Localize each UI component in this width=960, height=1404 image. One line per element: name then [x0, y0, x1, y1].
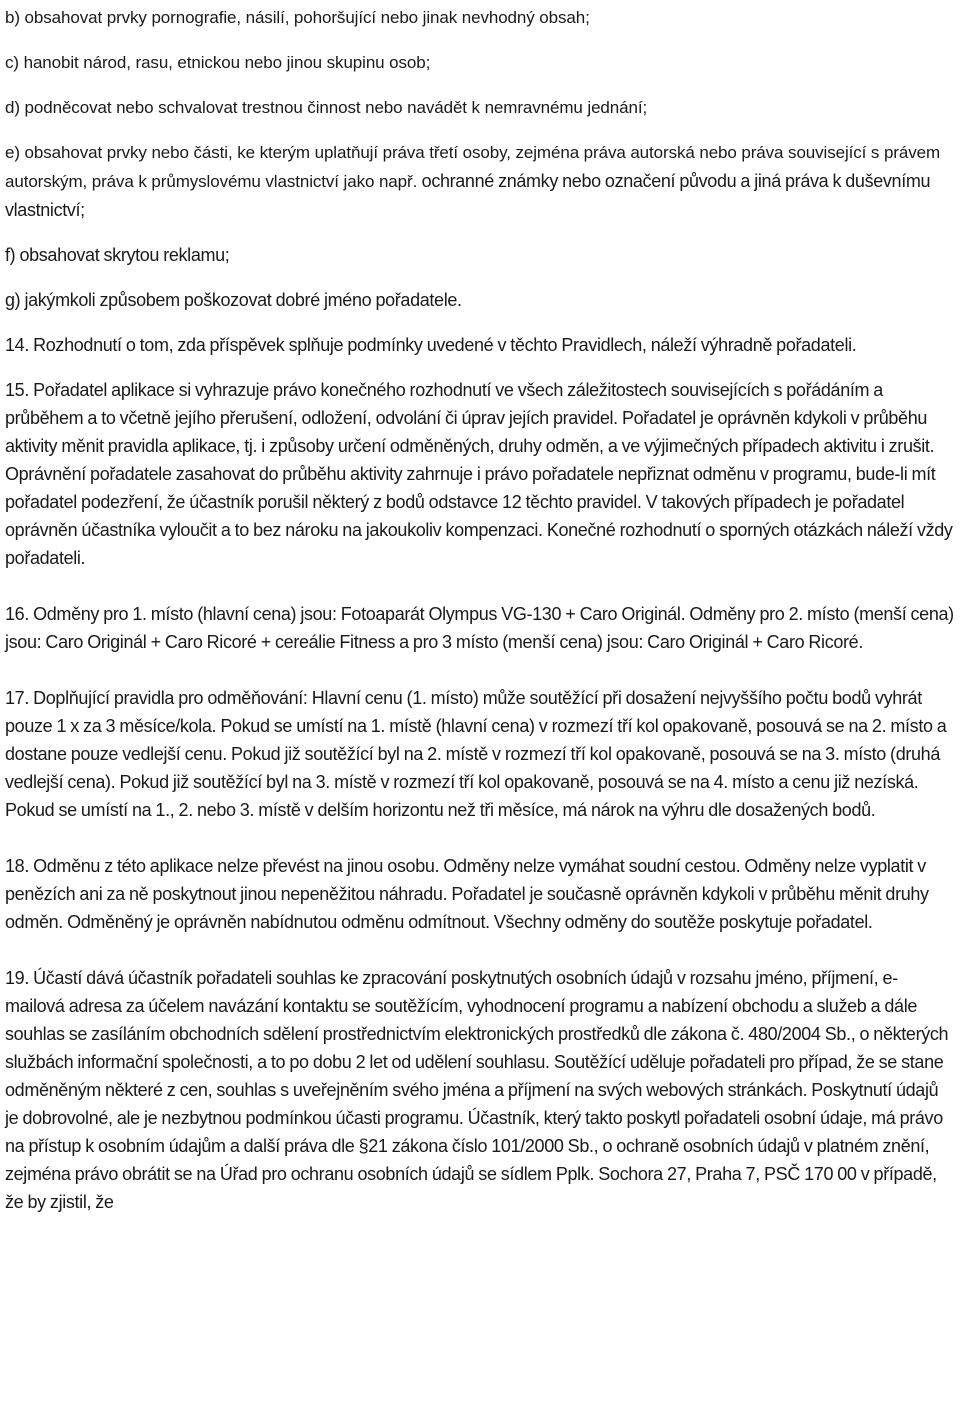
list-item-f: f) obsahovat skrytou reklamu; [5, 245, 230, 265]
paragraph-15: 15. Pořadatel aplikace si vyhrazuje právo konečného rozhodnutí ve všech záležitostech souvisejících s pořádáním a průběhem a to včetně jejího přerušení, odložení, odvolání či úprav jejích pravidel. Pořadatel je oprávněn kdykoli v průběhu aktivity měnit pravidla aplikace, tj. i způsoby určení odměněných, druhy odměn, a ve výjimečných případech aktivitu i zrušit. Oprávnění pořadatele zasahovat do průběhu aktivity zahrnuje i právo pořadatele nepřiznat odměnu v programu, bude-li mít pořadatel podezření, že účastník porušil některý z bodů odstavce 12 těchto pravidel. V takových případech je pořadatel oprávněn účastníka vyloučit a to bez nároku na jakoukoliv kompenzaci. Konečné rozhodnutí o sporných otázkách náleží vždy pořadateli. [5, 380, 953, 568]
list-item-e-part1: e) obsahovat prvky nebo části, ke kterým uplatňují práva třetí osoby, zejména práva autorská nebo práva související s právem autorským, práva k průmyslovému vlastnictví jako např. [5, 143, 941, 191]
list-item-e [5, 139, 955, 224]
paragraph-17: 17. Doplňující pravidla pro odměňování: Hlavní cenu (1. místo) může soutěžící při dosažení nejvyššího počtu bodů vyhrát pouze 1 x za 3 měsíce/kola. Pokud se umístí na 1. místě (hlavní cena) v rozmezí tří kol opakovaně, posouvá se na 2. místo a dostane pouze vedlejší cenu. Pokud již soutěžící byl na 2. místě v rozmezí tří kol opakovaně, posouvá se na 3. místo (druhá vedlejší cena). Pokud již soutěžící byl na 3. místě v rozmezí tří kol opakovaně, posouvá se na 4. místo a cenu již nezíská. Pokud se umístí na 1., 2. nebo 3. místě v delším horizontu než tři měsíce, má nárok na výhru dle dosažených bodů. [5, 688, 947, 820]
list-item-d: d) podněcovat nebo schvalovat trestnou činnost nebo navádět k nemravnému jednání; [5, 98, 648, 117]
paragraph-16: 16. Odměny pro 1. místo (hlavní cena) jsou: Fotoaparát Olympus VG-130 + Caro Originál. Odměny pro 2. místo (menší cena) jsou: Caro Originál + Caro Ricoré + cereálie Fitness a pro 3 místo (menší cena) jsou: Caro Originál + Caro Ricoré. [5, 604, 954, 652]
document-page [5, 0, 955, 1216]
paragraph-18: 18. Odměnu z této aplikace nelze převést na jinou osobu. Odměny nelze vymáhat soudní cestou. Odměny nelze vyplatit v penězích ani za ně poskytnout jinou nepeněžitou náhradu. Pořadatel je současně oprávněn kdykoli v průběhu měnit druhy odměn. Odměněný je oprávněn nabídnutou odměnu odmítnout. Všechny odměny do soutěže poskytuje pořadatel. [5, 856, 929, 932]
list-item-b: b) obsahovat prvky pornografie, násilí, pohoršující nebo jinak nevhodný obsah; [5, 8, 590, 27]
list-item-c: c) hanobit národ, rasu, etnickou nebo jinou skupinu osob; [5, 53, 431, 72]
paragraph-19: 19. Účastí dává účastník pořadateli souhlas ke zpracování poskytnutých osobních údajů v rozsahu jméno, příjmení, e-mailová adresa za účelem navázání kontaktu se soutěžícím, vyhodnocení programu a nabízení obchodu a služeb a dále souhlas se zasíláním obchodních sdělení prostřednictvím elektronických prostředků dle zákona č. 480/2004 Sb., o některých službách informační společnosti, a to po dobu 2 let od udělení souhlasu. Soutěžící uděluje pořadateli pro případ, že se stane odměněným některé z cen, souhlas s uveřejněním svého jména a příjmení na svých webových stránkách. Poskytnutí údajů je dobrovolné, ale je nezbytnou podmínkou účasti programu. Účastník, který takto poskytl pořadateli osobní údaje, má právo na přístup k osobním údajům a další práva dle §21 zákona číslo 101/2000 Sb., o ochraně osobních údajů v platném znění, zejména právo obrátit se na Úřad pro ochranu osobních údajů se sídlem Pplk. Sochora 27, Praha 7, PSČ 170 00 v případě, že by zjistil, že [5, 968, 949, 1212]
list-item-g: g) jakýmkoli způsobem poškozovat dobré jméno pořadatele. [5, 290, 462, 310]
paragraph-14: 14. Rozhodnutí o tom, zda příspěvek splňuje podmínky uvedené v těchto Pravidlech, náleží výhradně pořadateli. [5, 335, 857, 355]
list-item-e-part2: ochranné známky nebo označení původu a jiná práva k duševnímu vlastnictví; [5, 171, 931, 220]
